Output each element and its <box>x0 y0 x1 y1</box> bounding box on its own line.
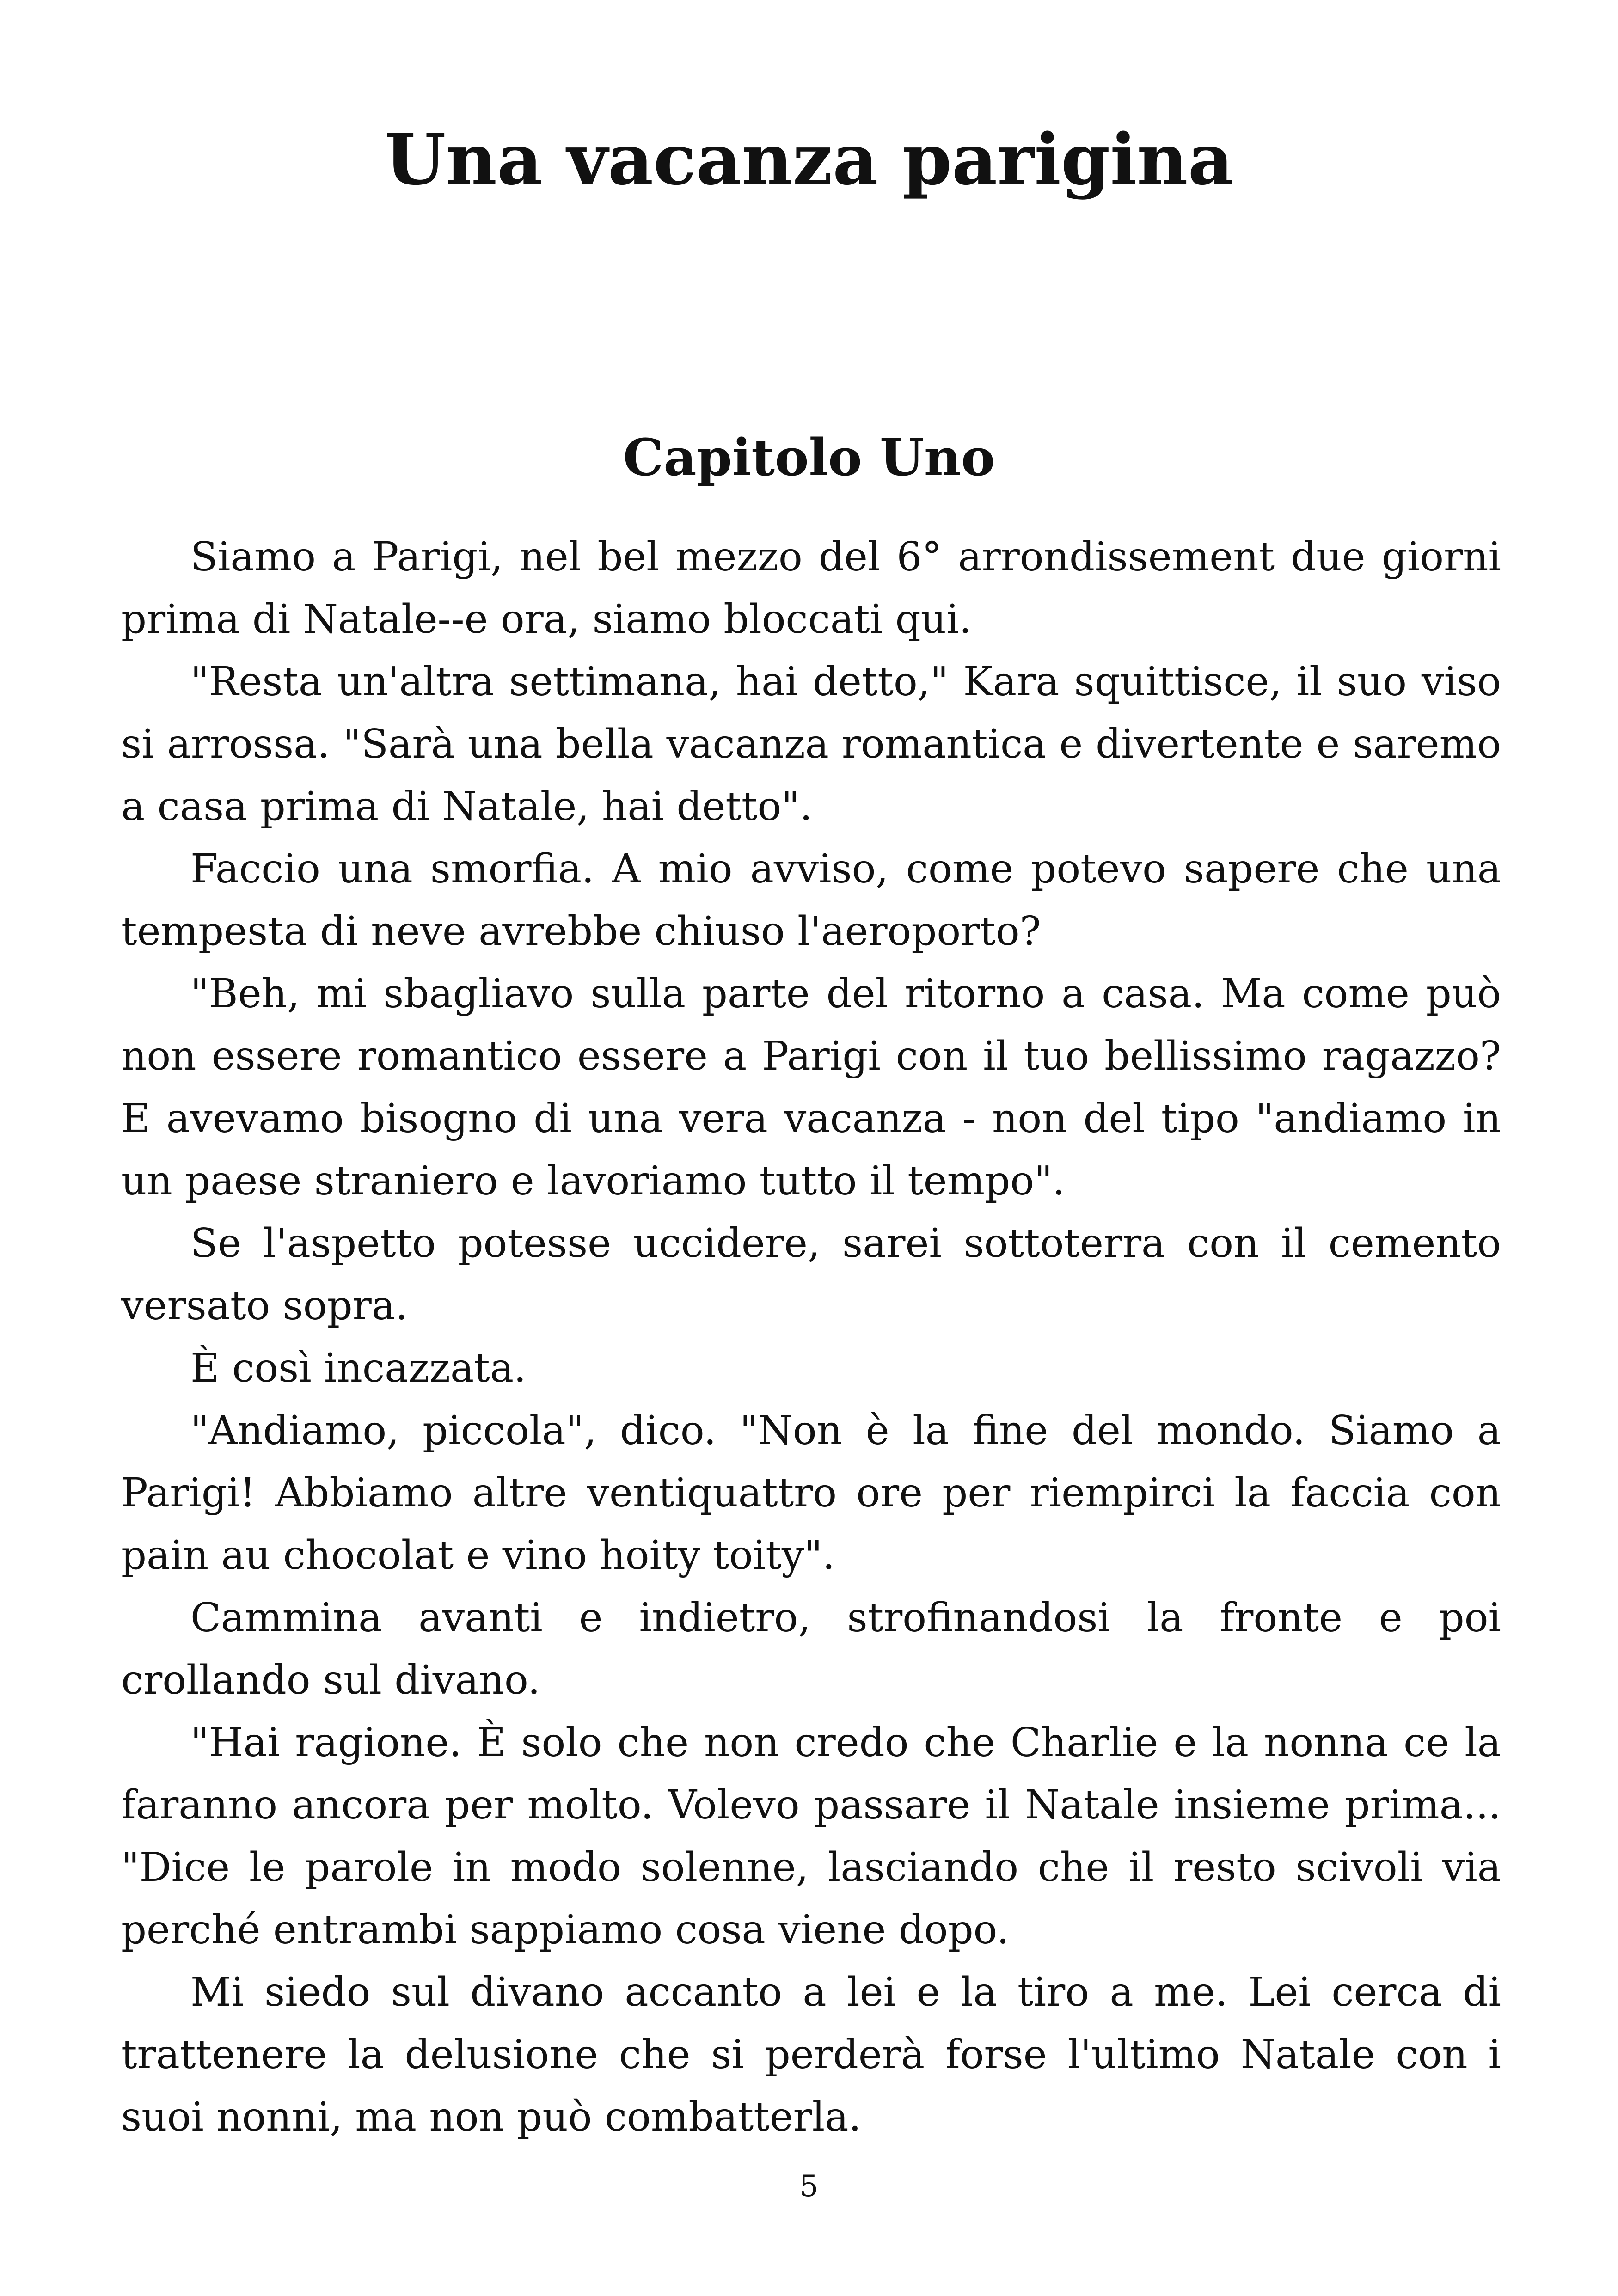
paragraph: "Andiamo, piccola", dico. "Non è la fine del mondo. Siamo a Parigi! Abbiamo altre ventiquattro ore per riempirci la faccia con pain au chocolat e vino hoity toity". <box>121 1408 1501 1579</box>
paragraph: "Resta un'altra settimana, hai detto," Kara squittisce, il suo viso si arrossa. "Sarà una bella vacanza romantica e divertente e saremo a casa prima di Natale, hai detto". <box>121 659 1501 830</box>
paragraph: Mi siedo sul divano accanto a lei e la tiro a me. Lei cerca di trattenere la delusione che si perderà forse l'ultimo Natale con i suoi nonni, ma non può combatterla. <box>121 1969 1501 2140</box>
chapter-title: Capitolo Uno <box>623 428 995 487</box>
paragraph: "Beh, mi sbagliavo sulla parte del ritorno a casa. Ma come può non essere romantico essere a Parigi con il tuo bellissimo ragazzo? E avevamo bisogno di una vera vacanza - non del tipo "andiamo in un paese straniero e lavoriamo tutto il tempo". <box>121 971 1501 1204</box>
paragraph: Cammina avanti e indietro, strofinandosi la fronte e poi crollando sul divano. <box>121 1595 1501 1703</box>
book-title: Una vacanza parigina <box>384 118 1234 201</box>
paragraph: Se l'aspetto potesse uccidere, sarei sottoterra con il cemento versato sopra. <box>121 1220 1501 1329</box>
paragraph: "Hai ragione. È solo che non credo che Charlie e la nonna ce la faranno ancora per molto. Volevo passare il Natale insieme prima... "Dice le parole in modo solenne, lasciando che il resto scivoli via perché entrambi sappiamo cosa viene dopo. <box>121 1720 1501 1953</box>
paragraph: È così incazzata. <box>190 1345 527 1391</box>
chapter-body <box>121 526 1501 2149</box>
page-number: 5 <box>799 2169 819 2204</box>
paragraph: Siamo a Parigi, nel bel mezzo del 6° arrondissement due giorni prima di Natale--e ora, siamo bloccati qui. <box>121 534 1501 643</box>
paragraph: Faccio una smorfia. A mio avviso, come potevo sapere che una tempesta di neve avrebbe chiuso l'aeroporto? <box>121 846 1501 955</box>
